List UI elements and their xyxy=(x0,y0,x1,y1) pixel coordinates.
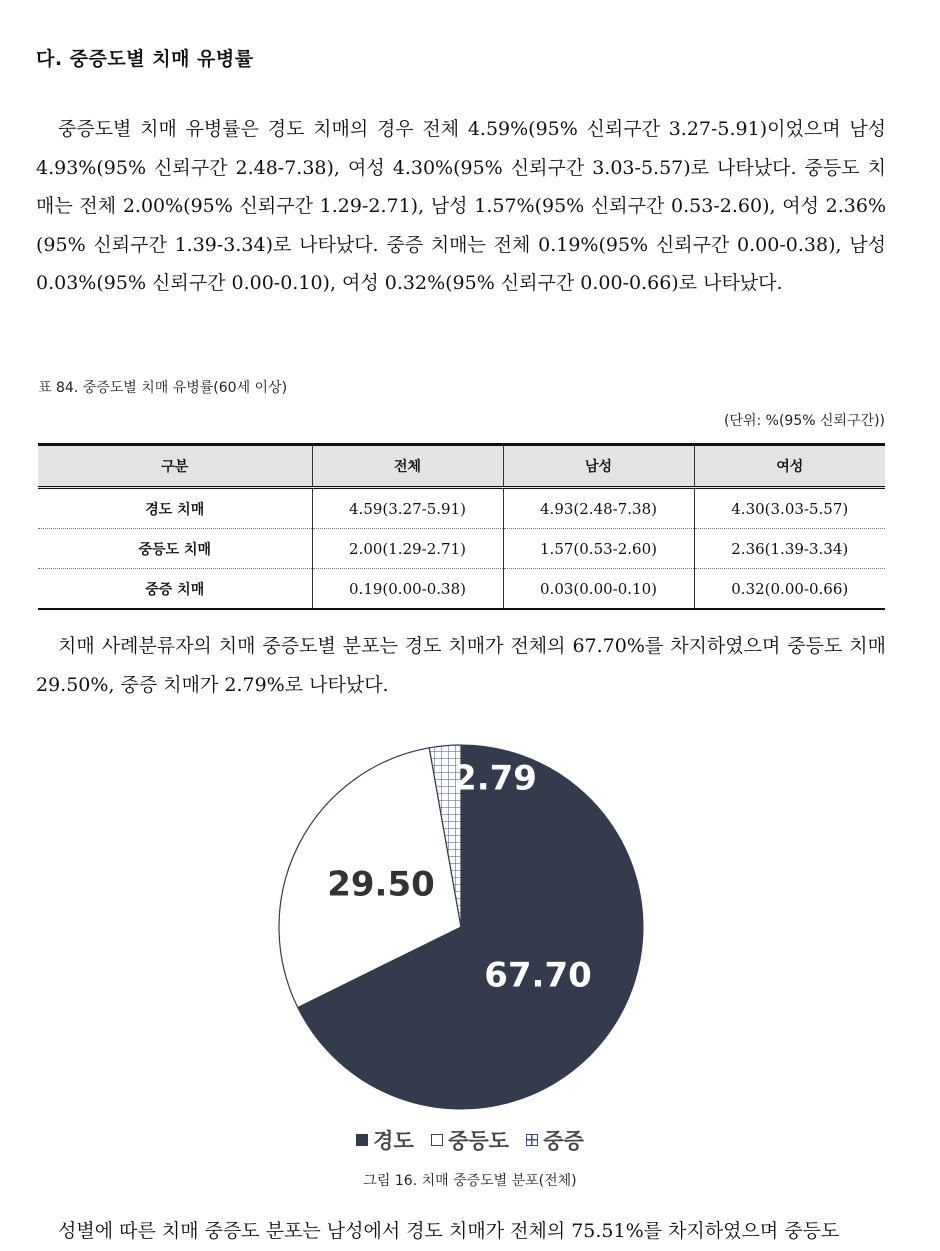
section-heading: 다. 중증도별 치매 유병률 xyxy=(36,48,254,70)
table-row xyxy=(38,569,885,610)
row-label: 중등도 치매 xyxy=(38,529,312,569)
legend-item-moderate xyxy=(431,1125,509,1155)
header-male: 남성 xyxy=(503,445,694,488)
pie-label-mild: 67.70 xyxy=(484,955,592,996)
square-outline-icon xyxy=(431,1134,443,1146)
header-female: 여성 xyxy=(694,445,885,488)
square-grid-icon xyxy=(526,1134,538,1146)
cell-total: 2.00(1.29-2.71) xyxy=(312,529,503,569)
legend-item-severe xyxy=(526,1125,584,1155)
cell-female: 4.30(3.03-5.57) xyxy=(694,488,885,529)
cell-male: 0.03(0.00-0.10) xyxy=(503,569,694,610)
square-filled-icon xyxy=(356,1134,368,1146)
prevalence-table xyxy=(38,443,885,610)
cell-female: 0.32(0.00-0.66) xyxy=(694,569,885,610)
legend-label: 경도 xyxy=(373,1129,414,1153)
table-header-row xyxy=(38,445,885,488)
body-paragraph-1: 중증도별 치매 유병률은 경도 치매의 경우 전체 4.59%(95% 신뢰구간 3.27-5.91)이었으며 남성 4.93%(95% 신뢰구간 2.48-7.38), 여성 4.30%(95% 신뢰구간 3.03-5.57)로 나타났다. 중등도 치매는 전체 2.00%(95% 신뢰구간 1.29-2.71), 남성 1.57%(95% 신뢰구간 0.53-2.60), 여성 2.36%(95% 신뢰구간 1.39-3.34)로 나타났다. 중증 치매는 전체 0.19%(95% 신뢰구간 0.00-0.38), 남성 0.03%(95% 신뢰구간 0.00-0.10), 여성 0.32%(95% 신뢰구간 0.00-0.66)로 나타났다. xyxy=(36,118,886,294)
pie-chart xyxy=(0,730,940,1160)
pie-label-moderate: 29.50 xyxy=(327,864,435,905)
body-paragraph-3: 성별에 따른 치매 중증도 분포는 남성에서 경도 치매가 전체의 75.51%를 차지하였으며 중등도 xyxy=(58,1220,840,1242)
cell-female: 2.36(1.39-3.34) xyxy=(694,529,885,569)
legend-label: 중증 xyxy=(543,1129,584,1153)
body-paragraph-2: 치매 사례분류자의 치매 중증도별 분포는 경도 치매가 전체의 67.70%를 차지하였으며 중등도 치매 29.50%, 중증 치매가 2.79%로 나타났다. xyxy=(36,635,886,696)
cell-male: 1.57(0.53-2.60) xyxy=(503,529,694,569)
table-caption: 표 84. 중증도별 치매 유병률(60세 이상) xyxy=(38,380,288,396)
table-row xyxy=(38,488,885,529)
cell-total: 4.59(3.27-5.91) xyxy=(312,488,503,529)
table-unit: (단위: %(95% 신뢰구간)) xyxy=(723,413,885,429)
figure-caption: 그림 16. 치매 중증도별 분포(전체) xyxy=(363,1173,577,1189)
header-category: 구분 xyxy=(38,445,312,488)
row-label: 경도 치매 xyxy=(38,488,312,529)
header-total: 전체 xyxy=(312,445,503,488)
legend-item-mild xyxy=(356,1125,414,1155)
table-row xyxy=(38,529,885,569)
pie-chart-svg xyxy=(0,730,940,1120)
cell-total: 0.19(0.00-0.38) xyxy=(312,569,503,610)
chart-legend xyxy=(0,1125,940,1155)
cell-male: 4.93(2.48-7.38) xyxy=(503,488,694,529)
pie-label-severe: 2.79 xyxy=(453,758,537,799)
legend-label: 중등도 xyxy=(448,1129,509,1153)
row-label: 중증 치매 xyxy=(38,569,312,610)
